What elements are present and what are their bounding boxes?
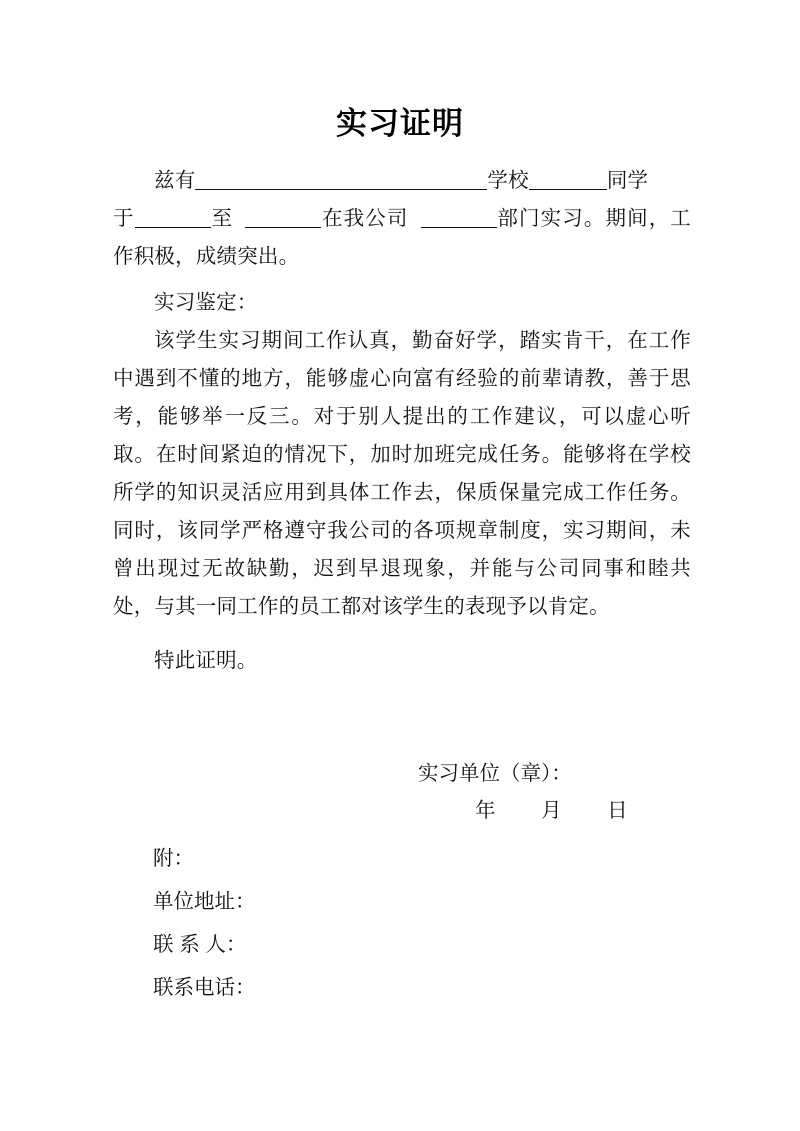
attachment-block (153, 837, 653, 1009)
intro-tail-text: 部门实习。期间，工作积极，成绩突出。 (113, 207, 692, 268)
department-blank[interactable] (421, 210, 497, 228)
spacer-block (113, 634, 691, 642)
document-body (113, 162, 691, 680)
page-title: 实习证明 (336, 106, 464, 141)
spacer-block (113, 626, 691, 634)
appraisal-body: 该学生实习期间工作认真，勤奋好学，踏实肯干，在工作中遇到不懂的地方，能够虚心向富有经验的前辈请教，善于思考，能够举一反三。对于别人提出的工作建议，可以虚心听取。在时间紧迫的情况下，加时加班完成任务。能够将在学校所学的知识灵活应用到具体工作去，保质保量完成工作任务。同时，该同学严格遵守我公司的各项规章制度，实习期间，未曾出现过无故缺勤，迟到早退现象，并能与公司同事和睦共处，与其一同工作的员工都对该学生的表现予以肯定。 (113, 329, 691, 618)
company-seal-label: 实习单位（章）： (418, 762, 572, 785)
student-name-blank[interactable] (529, 172, 607, 190)
end-date-blank[interactable] (245, 210, 321, 228)
signature-block (113, 757, 691, 828)
school-label: 学校 (487, 169, 529, 192)
date-line: 年 月 日 (475, 799, 628, 822)
start-date-blank[interactable] (135, 210, 211, 228)
intro-prefix-label: 兹有 (154, 169, 196, 192)
closing-statement: 特此证明。 (154, 649, 258, 672)
attachment-row-address: 单位地址： (153, 890, 256, 913)
student-suffix-label: 同学 (606, 169, 649, 192)
intro-line-1 (113, 162, 691, 200)
attachment-row-contact-phone: 联系电话： (153, 976, 256, 999)
from-label: 于 (113, 207, 135, 230)
attachment-heading: 附： (153, 847, 194, 870)
to-label: 至 (210, 207, 234, 230)
school-name-blank[interactable] (195, 172, 487, 190)
intro-line-2 (113, 200, 691, 276)
company-label: 在我公司 (321, 207, 409, 230)
appraisal-heading: 实习鉴定： (154, 291, 258, 314)
spacer-block (113, 276, 691, 284)
attachment-row-contact-person: 联 系 人： (153, 933, 247, 956)
